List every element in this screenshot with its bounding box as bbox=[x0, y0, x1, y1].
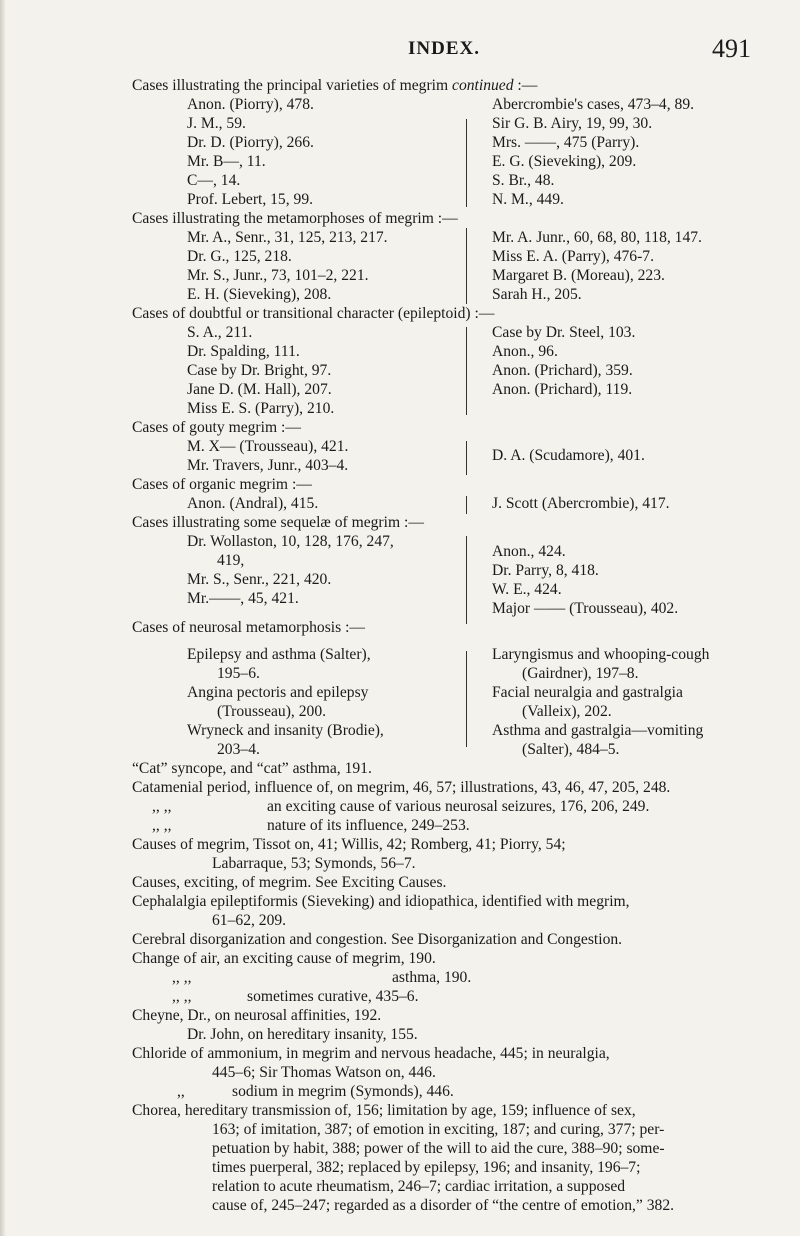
page-header bbox=[0, 34, 800, 64]
case-item: J. Scott (Abercrombie), 417. bbox=[492, 495, 670, 512]
case-group bbox=[132, 228, 762, 304]
case-item: Anon., 96. bbox=[492, 343, 558, 360]
case-item: Facial neuralgia and gastralgia bbox=[492, 684, 683, 701]
case-item: C—, 14. bbox=[187, 172, 241, 189]
case-item bbox=[492, 637, 709, 645]
case-item: J. M., 59. bbox=[187, 115, 246, 132]
index-entry: Chorea, hereditary transmission of, 156; limitation by age, 159; influence of sex, bbox=[132, 1102, 636, 1119]
case-item: Mr. A. Junr., 60, 68, 80, 118, 147. bbox=[492, 229, 702, 246]
scan-edge-shadow bbox=[0, 0, 6, 1236]
case-item: M. X— (Trousseau), 421. bbox=[187, 438, 349, 455]
case-column-left bbox=[132, 228, 462, 304]
index-entry-continuation: 61–62, 209. bbox=[212, 912, 287, 929]
case-item: Dr. Parry, 8, 418. bbox=[492, 562, 599, 579]
case-item: Anon. (Piorry), 478. bbox=[187, 96, 314, 113]
index-subentry: ,, sodium in megrim (Symonds), 446. bbox=[177, 1083, 454, 1100]
case-item: Case by Dr. Bright, 97. bbox=[187, 362, 332, 379]
case-group bbox=[132, 494, 762, 513]
column-rule bbox=[466, 536, 467, 624]
column-rule bbox=[466, 496, 467, 514]
case-item: Miss E. S. (Parry), 210. bbox=[187, 400, 335, 417]
case-group bbox=[132, 323, 762, 418]
case-item: Dr. D. (Piorry), 266. bbox=[187, 134, 314, 151]
case-item bbox=[492, 532, 678, 542]
case-item: Major —— (Trousseau), 402. bbox=[492, 600, 679, 617]
group-heading: Cases of doubtful or transitional character (epileptoid) :— bbox=[132, 305, 495, 322]
case-item: E. G. (Sieveking), 209. bbox=[492, 153, 637, 170]
column-rule bbox=[466, 441, 467, 475]
group-heading: Cases illustrating the metamorphoses of megrim :— bbox=[132, 210, 458, 227]
case-column-left bbox=[132, 95, 462, 209]
case-item: Mr. S., Senr., 221, 420. bbox=[187, 571, 332, 588]
case-group bbox=[132, 95, 762, 209]
index-subentry: ,, ,, asthma, 190. bbox=[172, 969, 472, 986]
group-heading: Cases of organic megrim :— bbox=[132, 476, 312, 493]
group-heading: Cases of neurosal metamorphosis :— bbox=[132, 619, 366, 636]
case-item: S. A., 211. bbox=[187, 324, 253, 341]
index-entry: Catamenial period, influence of, on megrim, 46, 57; illustrations, 43, 46, 47, 205, 248. bbox=[132, 779, 671, 796]
index-entry-continuation: 163; of imitation, 387; of emotion in exciting, 187; and curing, 377; per- bbox=[212, 1121, 665, 1138]
case-column-right bbox=[462, 323, 635, 418]
case-item: Mr. B—, 11. bbox=[187, 153, 266, 170]
index-entry-continuation: cause of, 245–247; regarded as a disorder of “the centre of emotion,” 382. bbox=[212, 1197, 675, 1214]
case-item: Mr. Travers, Junr., 403–4. bbox=[187, 457, 349, 474]
case-item: Margaret B. (Moreau), 223. bbox=[492, 267, 665, 284]
ditto-marks: ,, ,, bbox=[172, 969, 192, 986]
case-group bbox=[132, 532, 762, 618]
case-item: Anon. (Prichard), 359. bbox=[492, 362, 633, 379]
index-entry-continuation: relation to acute rheumatism, 246–7; cardiac irritation, a supposed bbox=[212, 1178, 626, 1195]
case-item: (Valleix), 202. bbox=[522, 703, 612, 720]
case-column-left bbox=[132, 323, 462, 418]
case-item: Mr.——, 45, 421. bbox=[187, 590, 299, 607]
case-item: S. Br., 48. bbox=[492, 172, 555, 189]
index-content bbox=[132, 76, 762, 1215]
column-rule bbox=[466, 651, 467, 747]
index-entry: Chloride of ammonium, in megrim and nervous headache, 445; in neuralgia, bbox=[132, 1045, 610, 1062]
case-item: Anon. (Andral), 415. bbox=[187, 495, 319, 512]
case-item: (Gairdner), 197–8. bbox=[522, 665, 639, 682]
index-entry: Cephalalgia epileptiformis (Sieveking) and idiopathica, identified with megrim, bbox=[132, 893, 630, 910]
column-rule bbox=[466, 119, 467, 207]
case-column-right bbox=[462, 494, 670, 513]
case-item: Dr. Wollaston, 10, 128, 176, 247, bbox=[187, 533, 394, 550]
case-item: Sarah H., 205. bbox=[492, 286, 582, 303]
case-item: Dr. Spalding, 111. bbox=[187, 343, 300, 360]
group-heading: Cases of gouty megrim :— bbox=[132, 419, 301, 436]
case-item: Mr. S., Junr., 73, 101–2, 221. bbox=[187, 267, 369, 284]
case-item: Miss E. A. (Parry), 476-7. bbox=[492, 248, 654, 265]
case-column-right bbox=[462, 637, 709, 759]
group-heading: Cases illustrating some sequelæ of megrim :— bbox=[132, 514, 424, 531]
case-group bbox=[132, 637, 762, 759]
case-item: Epilepsy and asthma (Salter), bbox=[187, 646, 371, 663]
case-item: Mrs. ——, 475 (Parry). bbox=[492, 134, 640, 151]
case-item: Laryngismus and whooping-cough bbox=[492, 646, 710, 663]
case-item: D. A. (Scudamore), 401. bbox=[492, 447, 645, 464]
index-entry: Cerebral disorganization and congestion. See Disorganization and Congestion. bbox=[132, 931, 623, 948]
case-item: N. M., 449. bbox=[492, 191, 564, 208]
case-item: Case by Dr. Steel, 103. bbox=[492, 324, 636, 341]
ditto-marks: ,, ,, bbox=[152, 817, 172, 834]
case-group bbox=[132, 437, 762, 475]
index-entry: Causes of megrim, Tissot on, 41; Willis, 42; Romberg, 41; Piorry, 54; bbox=[132, 836, 566, 853]
group-heading: Cases illustrating the principal varieties of megrim continued :— bbox=[132, 77, 538, 94]
case-item: Mr. A., Senr., 31, 125, 213, 217. bbox=[187, 229, 388, 246]
case-item: Angina pectoris and epilepsy bbox=[187, 684, 369, 701]
case-item: Prof. Lebert, 15, 99. bbox=[187, 191, 314, 208]
index-subentry: ,, ,, nature of its influence, 249–253. bbox=[152, 817, 470, 834]
case-item: 203–4. bbox=[217, 741, 260, 758]
case-item: 419, bbox=[217, 552, 245, 569]
case-column-right bbox=[462, 437, 645, 475]
case-item: Dr. G., 125, 218. bbox=[187, 248, 292, 265]
case-item: W. E., 424. bbox=[492, 581, 562, 598]
case-item: (Trousseau), 200. bbox=[217, 703, 327, 720]
column-rule bbox=[466, 228, 467, 304]
case-item: (Salter), 484–5. bbox=[522, 741, 620, 758]
case-column-left bbox=[132, 532, 462, 618]
column-rule bbox=[466, 327, 467, 415]
index-entry-continuation: Labarraque, 53; Symonds, 56–7. bbox=[212, 855, 416, 872]
case-item: Jane D. (M. Hall), 207. bbox=[187, 381, 332, 398]
case-item: 195–6. bbox=[217, 665, 260, 682]
index-subentry: ,, ,, an exciting cause of various neurosal seizures, 176, 206, 249. bbox=[152, 798, 650, 815]
index-entry: Cheyne, Dr., on neurosal affinities, 192. bbox=[132, 1007, 382, 1024]
case-column-left bbox=[132, 437, 462, 475]
case-column-left bbox=[132, 637, 462, 759]
index-entry: Change of air, an exciting cause of megrim, 190. bbox=[132, 950, 436, 967]
case-column-left bbox=[132, 494, 462, 513]
ditto-marks: ,, ,, bbox=[172, 988, 192, 1005]
case-item: Wryneck and insanity (Brodie), bbox=[187, 722, 384, 739]
ditto-marks: ,, bbox=[177, 1083, 185, 1100]
index-subentry: Dr. John, on hereditary insanity, 155. bbox=[187, 1026, 418, 1043]
case-column-right bbox=[462, 532, 678, 618]
page-number: 491 bbox=[712, 34, 751, 63]
case-item: E. H. (Sieveking), 208. bbox=[187, 286, 332, 303]
index-entry-continuation: times puerperal, 382; replaced by epilepsy, 196; and insanity, 196–7; bbox=[212, 1159, 641, 1176]
case-column-right bbox=[462, 95, 694, 209]
index-entry-continuation: 445–6; Sir Thomas Watson on, 446. bbox=[212, 1064, 436, 1081]
index-entry: Causes, exciting, of megrim. See Exciting Causes. bbox=[132, 874, 447, 891]
index-entry-continuation: petuation by habit, 388; power of the will to aid the cure, 388–90; some- bbox=[212, 1140, 665, 1157]
case-column-right bbox=[462, 228, 702, 304]
case-item: Asthma and gastralgia—vomiting bbox=[492, 722, 704, 739]
index-subentry: ,, ,, sometimes curative, 435–6. bbox=[172, 988, 419, 1005]
case-item: Anon. (Prichard), 119. bbox=[492, 381, 633, 398]
case-item: Sir G. B. Airy, 19, 99, 30. bbox=[492, 115, 653, 132]
case-item: Anon., 424. bbox=[492, 543, 566, 560]
running-title: INDEX. bbox=[408, 38, 480, 59]
ditto-marks: ,, ,, bbox=[152, 798, 172, 815]
case-item: Abercrombie's cases, 473–4, 89. bbox=[492, 96, 695, 113]
index-entry: “Cat” syncope, and “cat” asthma, 191. bbox=[132, 760, 372, 777]
